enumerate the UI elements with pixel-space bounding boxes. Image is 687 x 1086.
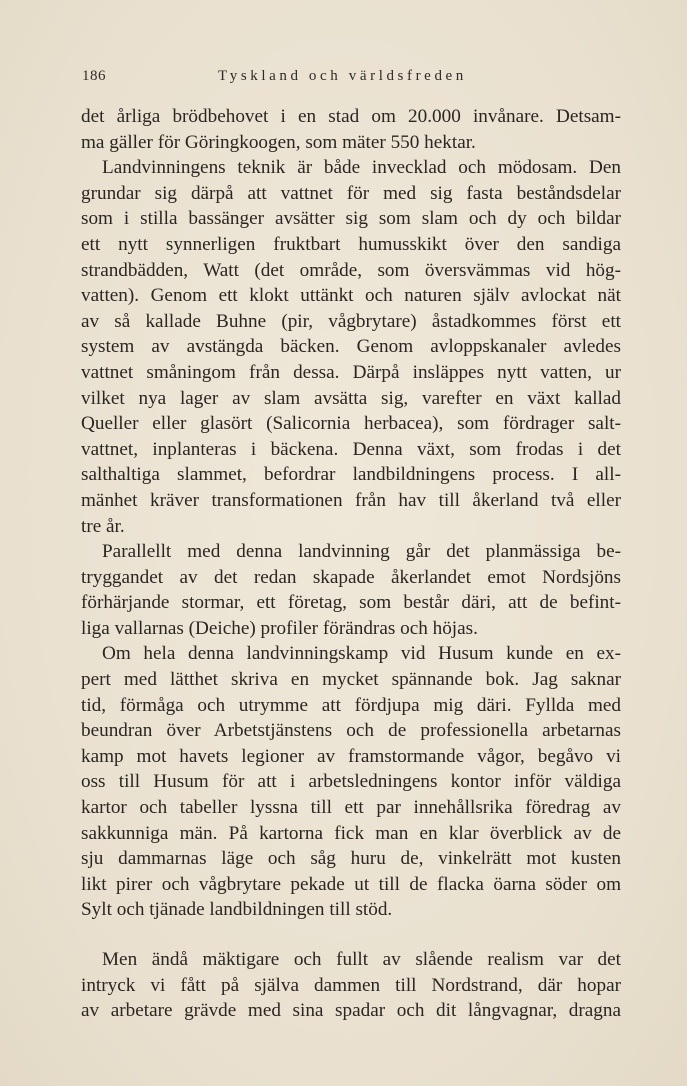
text-line: strandbädden, Watt (det område, som översvämmas vid hög- [81, 259, 621, 281]
text-line: som i stilla bassänger avsätter sig som slam och dy och bildar [81, 208, 621, 230]
text-line: intryck vi fått på själva dammen till Nordstrand, där hopar [81, 974, 621, 996]
text-line: sakkunniga män. På kartorna fick man en klar överblick av de [81, 822, 621, 844]
text-line: grundar sig därpå att vattnet för med sig fasta beståndsdelar [81, 182, 621, 204]
text-line: av så kallade Buhne (pir, vågbrytare) åstadkommes först ett [81, 310, 621, 332]
text-line: ett nytt synnerligen fruktbart humusskikt över den sandiga [81, 233, 621, 255]
text-line: ma gäller för Göringkoogen, som mäter 550 hektar. [81, 131, 476, 153]
text-line: det årliga brödbehovet i en stad om 20.000 invånare. Detsam- [81, 106, 621, 127]
paragraph [81, 539, 621, 641]
text-line: vatten). Genom ett klokt uttänkt och naturen själv avlockat nät [81, 285, 621, 307]
paragraph [81, 947, 621, 1024]
text-line: pert med lätthet skriva en mycket spännande bok. Jag saknar [81, 669, 621, 691]
text-line: sju dammarnas läge och såg huru de, vinkelrätt mot kusten [81, 848, 621, 870]
body-text [81, 104, 621, 1024]
paragraph [81, 155, 621, 539]
text-line: oss till Husum för att i arbetsledningens kontor inför väldiga [81, 771, 621, 793]
text-line: likt pirer och vågbrytare pekade ut till de flacka öarna söder om [81, 873, 621, 895]
text-line: liga vallarnas (Deiche) profiler förändras och höjas. [81, 617, 478, 639]
text-line: vilket nya lager av slam avsätta sig, varefter en växt kallad [81, 387, 621, 409]
text-line: beundran över Arbetstjänstens och de professionella arbetarnas [81, 720, 621, 742]
text-line: Queller eller glasört (Salicornia herbacea), som fördrager salt- [81, 413, 621, 435]
page-header [82, 68, 622, 90]
text-line: kartor och tabeller lyssna till ett par innehållsrika föredrag av [81, 797, 621, 819]
text-line: förhärjande stormar, ett företag, som består däri, att de befint- [81, 592, 621, 614]
text-line: system av avstängda bäcken. Genom avloppskanaler avledes [81, 336, 621, 358]
text-line: tid, förmåga och utrymme att fördjupa mig däri. Fyllda med [81, 694, 621, 716]
paragraph [81, 641, 621, 923]
section-gap [81, 923, 621, 947]
text-line: tryggandet av det redan skapade åkerlandet emot Nordsjöns [81, 566, 621, 588]
text-line: kamp mot havets legioner av framstormande vågor, begåvo vi [81, 745, 621, 767]
page-number: 186 [82, 68, 106, 84]
text-line: vattnet småningom från dessa. Därpå insläppes nytt vatten, ur [81, 361, 621, 383]
text-line: Om hela denna landvinningskamp vid Husum kunde en ex- [102, 643, 621, 665]
text-line: Parallellt med denna landvinning går det planmässiga be- [102, 541, 621, 563]
text-line: salthaltiga slammet, befordrar landbildningens process. I all- [81, 464, 621, 486]
running-title: Tyskland och världsfreden [218, 68, 467, 84]
text-line: mänhet kräver transformationen från hav till åkerland två eller [81, 489, 621, 511]
text-line: av arbetare grävde med sina spadar och dit långvagnar, dragna [81, 1000, 621, 1022]
text-line: Landvinningens teknik är både invecklad och mödosam. Den [102, 157, 621, 179]
text-line: vattnet, inplanteras i bäckena. Denna växt, som frodas i det [81, 438, 621, 460]
text-line: tre år. [81, 515, 125, 537]
text-line: Men ändå mäktigare och fullt av slående realism var det [102, 949, 621, 970]
text-line: Sylt och tjänade landbildningen till stöd. [81, 899, 393, 921]
paragraph [81, 104, 621, 155]
